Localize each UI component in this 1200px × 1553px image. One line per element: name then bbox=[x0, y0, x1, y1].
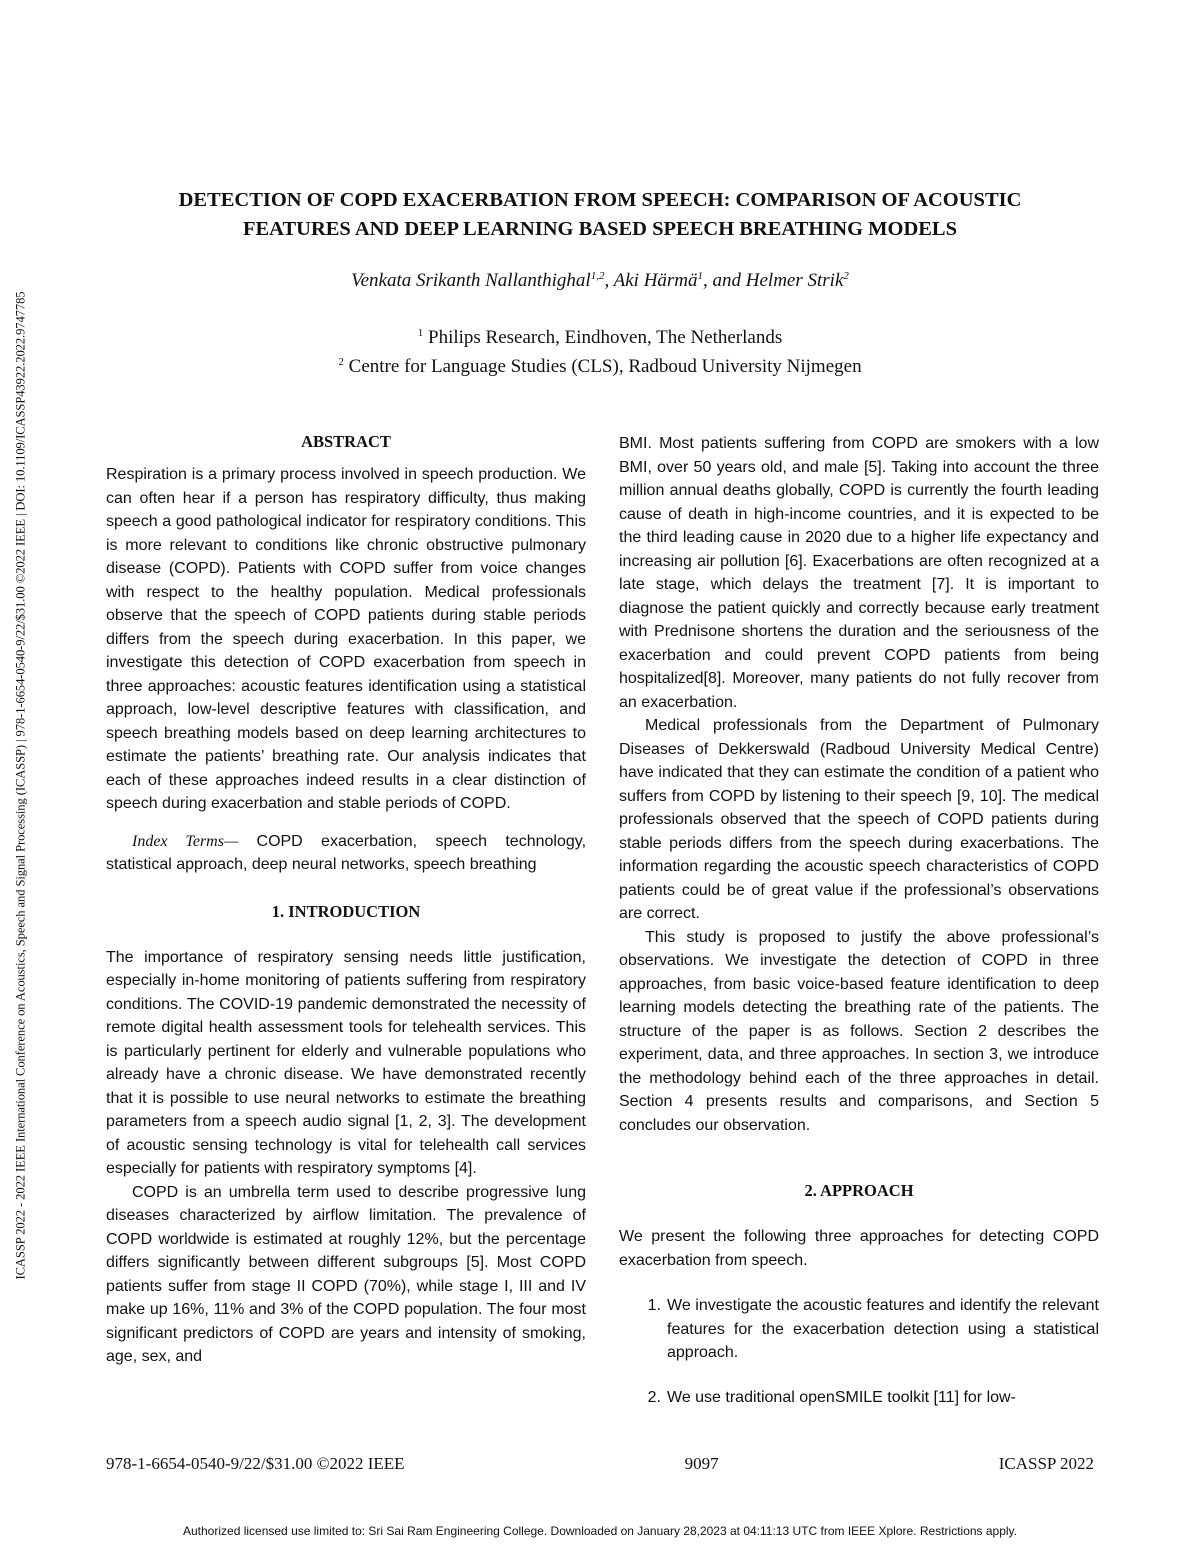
author-2-affil: 1 bbox=[697, 270, 704, 282]
author-sep-1: , bbox=[604, 270, 614, 291]
list-item-number: 1. bbox=[647, 1297, 661, 1314]
title-line-2: FEATURES AND DEEP LEARNING BASED SPEECH BREATHING MODELS bbox=[242, 218, 958, 240]
list-item bbox=[619, 1386, 1099, 1410]
author-sep-2: , and bbox=[703, 270, 746, 291]
abstract-text: Respiration is a primary process involved in speech production. We can often hear if a person has respiratory difficulty, thus making speech a good pathological indicator for respiratory conditions. This is more relevant to conditions like chronic obstructive pulmonary disease (COPD). Patients with COPD suffer from voice changes with respect to the healthy population. Medical professionals observe that the speech of COPD patients during stable periods differs from the speech during exacerbation. In this paper, we investigate this detection of COPD exacerbation from speech in three approaches: acoustic features identification using a statistical approach, low-level descriptive features with classification, and speech breathing models based on deep learning architectures to estimate the patients’ breathing rate. Our analysis indicates that each of these approaches indeed results in a clear distinction of speech during exacerbation and stable periods of COPD. bbox=[106, 466, 586, 812]
footer-conference: ICASSP 2022 bbox=[998, 1454, 1094, 1473]
author-3: Helmer Strik bbox=[745, 270, 844, 291]
paper-title bbox=[100, 186, 1100, 244]
intro-paragraph-1: The importance of respiratory sensing needs little justification, especially in-home monitoring of patients suffering from respiratory conditions. The COVID-19 pandemic demonstrated the necessity of remote digital health assessment tools for telehealth services. This is particularly pertinent for elderly and vulnerable populations who already have a chronic disease. We have demonstrated recently that it is possible to use neural networks to estimate the breathing parameters from a speech audio signal [1, 2, 3]. The development of acoustic sensing technology is vital for telehealth call services especially for patients with respiratory symptoms [4]. bbox=[106, 948, 586, 1177]
abstract-heading: ABSTRACT bbox=[301, 432, 391, 451]
title-line-1: DETECTION OF COPD EXACERBATION FROM SPEECH: COMPARISON OF ACOUSTIC bbox=[178, 189, 1022, 211]
affil-2: Centre for Language Studies (CLS), Radboud University Nijmegen bbox=[343, 356, 862, 377]
list-item-text: We use traditional openSMILE toolkit [11] for low- bbox=[667, 1388, 1016, 1406]
approach-heading: 2. APPROACH bbox=[804, 1181, 914, 1200]
footer-page-number: 9097 bbox=[684, 1454, 719, 1473]
affil-1: Philips Research, Eindhoven, The Netherlands bbox=[423, 327, 783, 348]
author-1-affil: 1,2 bbox=[590, 270, 605, 282]
intro-paragraph-2: COPD is an umbrella term used to describe progressive lung diseases characterized by airflow limitation. The prevalence of COPD worldwide is estimated at roughly 12%, but the percentage differs significantly between different subgroups [5]. Most COPD patients suffer from stage II COPD (70%), while stage I, III and IV make up 16%, 11% and 3% of the COPD population. The four most significant predictors of COPD are years and intensity of smoking, age, sex, and bbox=[106, 1183, 586, 1365]
authorized-use-notice: Authorized licensed use limited to: Sri Sai Ram Engineering College. Downloaded on January 28,2023 at 04:11:13 UTC from IEEE Xplore. Restrictions apply. bbox=[183, 1524, 1017, 1538]
approach-list bbox=[619, 1294, 1099, 1409]
right-column bbox=[619, 432, 1099, 1430]
index-terms-text: COPD exacerbation, speech technology, statistical approach, deep neural networks, speech breathing bbox=[106, 832, 587, 873]
list-item-number: 2. bbox=[647, 1388, 661, 1406]
footer-isbn: 978-1-6654-0540-9/22/$31.00 ©2022 IEEE bbox=[106, 1454, 405, 1473]
index-terms-label: Index Terms— bbox=[132, 832, 239, 850]
author-list bbox=[100, 270, 1100, 292]
left-column bbox=[106, 432, 586, 1369]
author-1: Venkata Srikanth Nallanthighal bbox=[351, 270, 591, 291]
side-doi-text: ICASSP 2022 - 2022 IEEE International Conference on Acoustics, Speech and Signal Processing (ICASSP) | 978-1-6654-0540-9/22/$31.00 ©2022 IEEE | DOI: 10.1109/ICASSP43922.2022.9747785 bbox=[13, 291, 28, 1279]
affil-1-num: 1 bbox=[417, 327, 424, 339]
list-item bbox=[619, 1294, 1099, 1365]
approach-paragraph: We present the following three approaches for detecting COPD exacerbation from speech. bbox=[619, 1228, 1099, 1269]
affil-2-num: 2 bbox=[338, 356, 344, 368]
index-terms bbox=[106, 830, 586, 877]
introduction-heading: 1. INTRODUCTION bbox=[271, 901, 421, 921]
intro-paragraph-3: BMI. Most patients suffering from COPD are smokers with a low BMI, over 50 years old, and male [5]. Taking into account the three million annual deaths globally, COPD is currently the fourth leading cause of death in high-income countries, and it is expected to be the third leading cause in 2020 due to a higher life expectancy and increasing air pollution [6]. Exacerbations are often recognized at a late stage, which delays the treatment [7]. It is important to diagnose the patient quickly and correctly because early treatment with Prednisone shortens the duration and the seriousness of the exacerbation and could prevent COPD patients from being hospitalized[8]. Moreover, many patients do not fully recover from an exacerbation. bbox=[619, 435, 1099, 711]
side-doi-strip bbox=[8, 150, 34, 1420]
author-3-affil: 2 bbox=[843, 270, 849, 282]
page-footer bbox=[106, 1454, 1094, 1474]
list-item-text: We investigate the acoustic features and identify the relevant features for the exacerbation detection using a statistical approach. bbox=[667, 1297, 1099, 1361]
affiliations bbox=[100, 323, 1100, 381]
intro-paragraph-4: Medical professionals from the Department of Pulmonary Diseases of Dekkerswald (Radboud University Medical Centre) have indicated that they can estimate the condition of a patient who suffers from COPD by listening to their speech [9, 10]. The medical professionals observed that the speech of COPD patients during stable periods differs from the speech during exacerbations. The information regarding the acoustic speech characteristics of COPD patients could be of great value if the professional’s observations are correct. bbox=[619, 717, 1099, 922]
author-2: Aki Härmä bbox=[613, 270, 698, 291]
intro-paragraph-5: This study is proposed to justify the above professional’s observations. We investigate the detection of COPD in three approaches, from basic voice-based feature identification to deep learning models detecting the breathing rate of the patients. The structure of the paper is as follows. Section 2 describes the experiment, data, and three approaches. In section 3, we introduce the methodology behind each of the three approaches in detail. Section 4 presents results and comparisons, and Section 5 concludes our observation. bbox=[619, 928, 1099, 1134]
